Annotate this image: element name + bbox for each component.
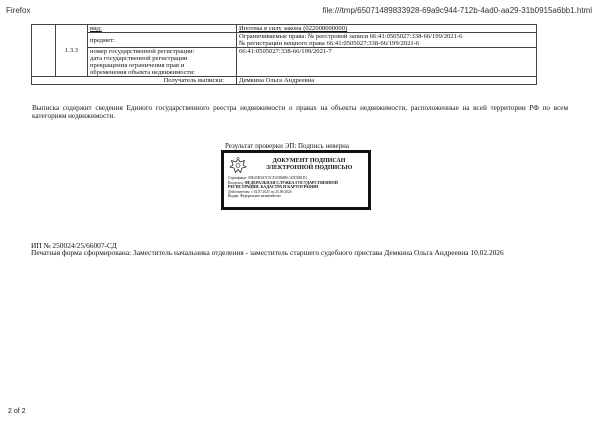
table-cell (32, 25, 56, 77)
registration-value: 66:41:0505027:338-66/199/2021-7 (237, 48, 537, 77)
document-number: ИП № 250024/25/66007-СД (31, 241, 117, 250)
recipient-label: Получатель выписки: (32, 77, 237, 85)
table-row (32, 77, 537, 85)
stamp-title (254, 158, 364, 171)
stamp-issuer: Выдан: Федеральное казначейство (228, 194, 282, 199)
kind-value: Ипотека в силу закона (022008000000) (237, 25, 537, 33)
subject-value-line: № регистрации вещного права 66:41:0505027:338-66/199/2021-6 (239, 40, 420, 47)
registration-label-line: прекращения ограничения прав и (90, 62, 185, 69)
stamp-owner-line: РЕГИСТРАЦИИ, КАДАСТРА И КАРТОГРАФИИ (228, 184, 318, 190)
stamp-owner-label: Владелец: (228, 180, 244, 185)
page-number: 2 of 2 (8, 408, 26, 415)
stamp-owner-line: ФЕДЕРАЛЬНАЯ СЛУЖБА ГОСУДАРСТВЕННОЙ (244, 179, 338, 185)
print-form-note: Печатная форма сформирована: Заместитель начальника отделения - заместитель старшего судебного пристава Демкина Ольга Андреевна 10.02.2026 (31, 248, 504, 257)
table-row (32, 48, 537, 77)
stamp-certificate: Сертификат: 00E43B3A7C5CE2CB68ECA5D5B1D1 (228, 176, 308, 180)
rights-table (31, 24, 537, 85)
browser-header (0, 0, 600, 18)
registration-label-line: номер государственной регистрации: (90, 48, 195, 55)
subject-value-line: Ограничиваемые права: № реестровой записи 66:41:0505027:338-66/199/2021-6 (239, 33, 463, 40)
signature-check-result: Результат проверки ЭП: Подпись неверна (225, 142, 350, 150)
recipient-value: Демкина Ольга Андреевна (237, 77, 537, 85)
subject-value (237, 33, 537, 48)
subject-label: предмет: (88, 33, 237, 48)
stamp-body (228, 176, 338, 199)
page-url[interactable]: file:///tmp/65071489833928-69a9c944-712b-4ad0-aa29-31b0915a6bb1.html (322, 6, 592, 15)
row-number: 1.3.3 (56, 25, 88, 77)
signature-stamp (221, 150, 371, 210)
stamp-valid: Действителен: с 02.07.2025 по 25.09.2026 (228, 189, 292, 194)
registration-label-line: дата государственной регистрации (90, 55, 188, 62)
stamp-title-line: ДОКУМЕНТ ПОДПИСАН (272, 158, 346, 164)
registration-label (88, 48, 237, 77)
browser-name: Firefox (6, 6, 31, 15)
kind-label: вид: (88, 25, 237, 33)
table-row (32, 25, 537, 33)
stamp-title-line: ЭЛЕКТРОННОЙ ПОДПИСЬЮ (265, 164, 353, 171)
eagle-emblem-icon (228, 157, 248, 175)
table-row (32, 33, 537, 48)
registration-label-line: обременения объекта недвижимости: (90, 69, 195, 76)
statement-paragraph: Выписка содержит сведения Единого государственного реестра недвижимости о правах на объекты недвижимости, расположенные на всей территории РФ по всем категориям недвижимости. (32, 104, 568, 120)
